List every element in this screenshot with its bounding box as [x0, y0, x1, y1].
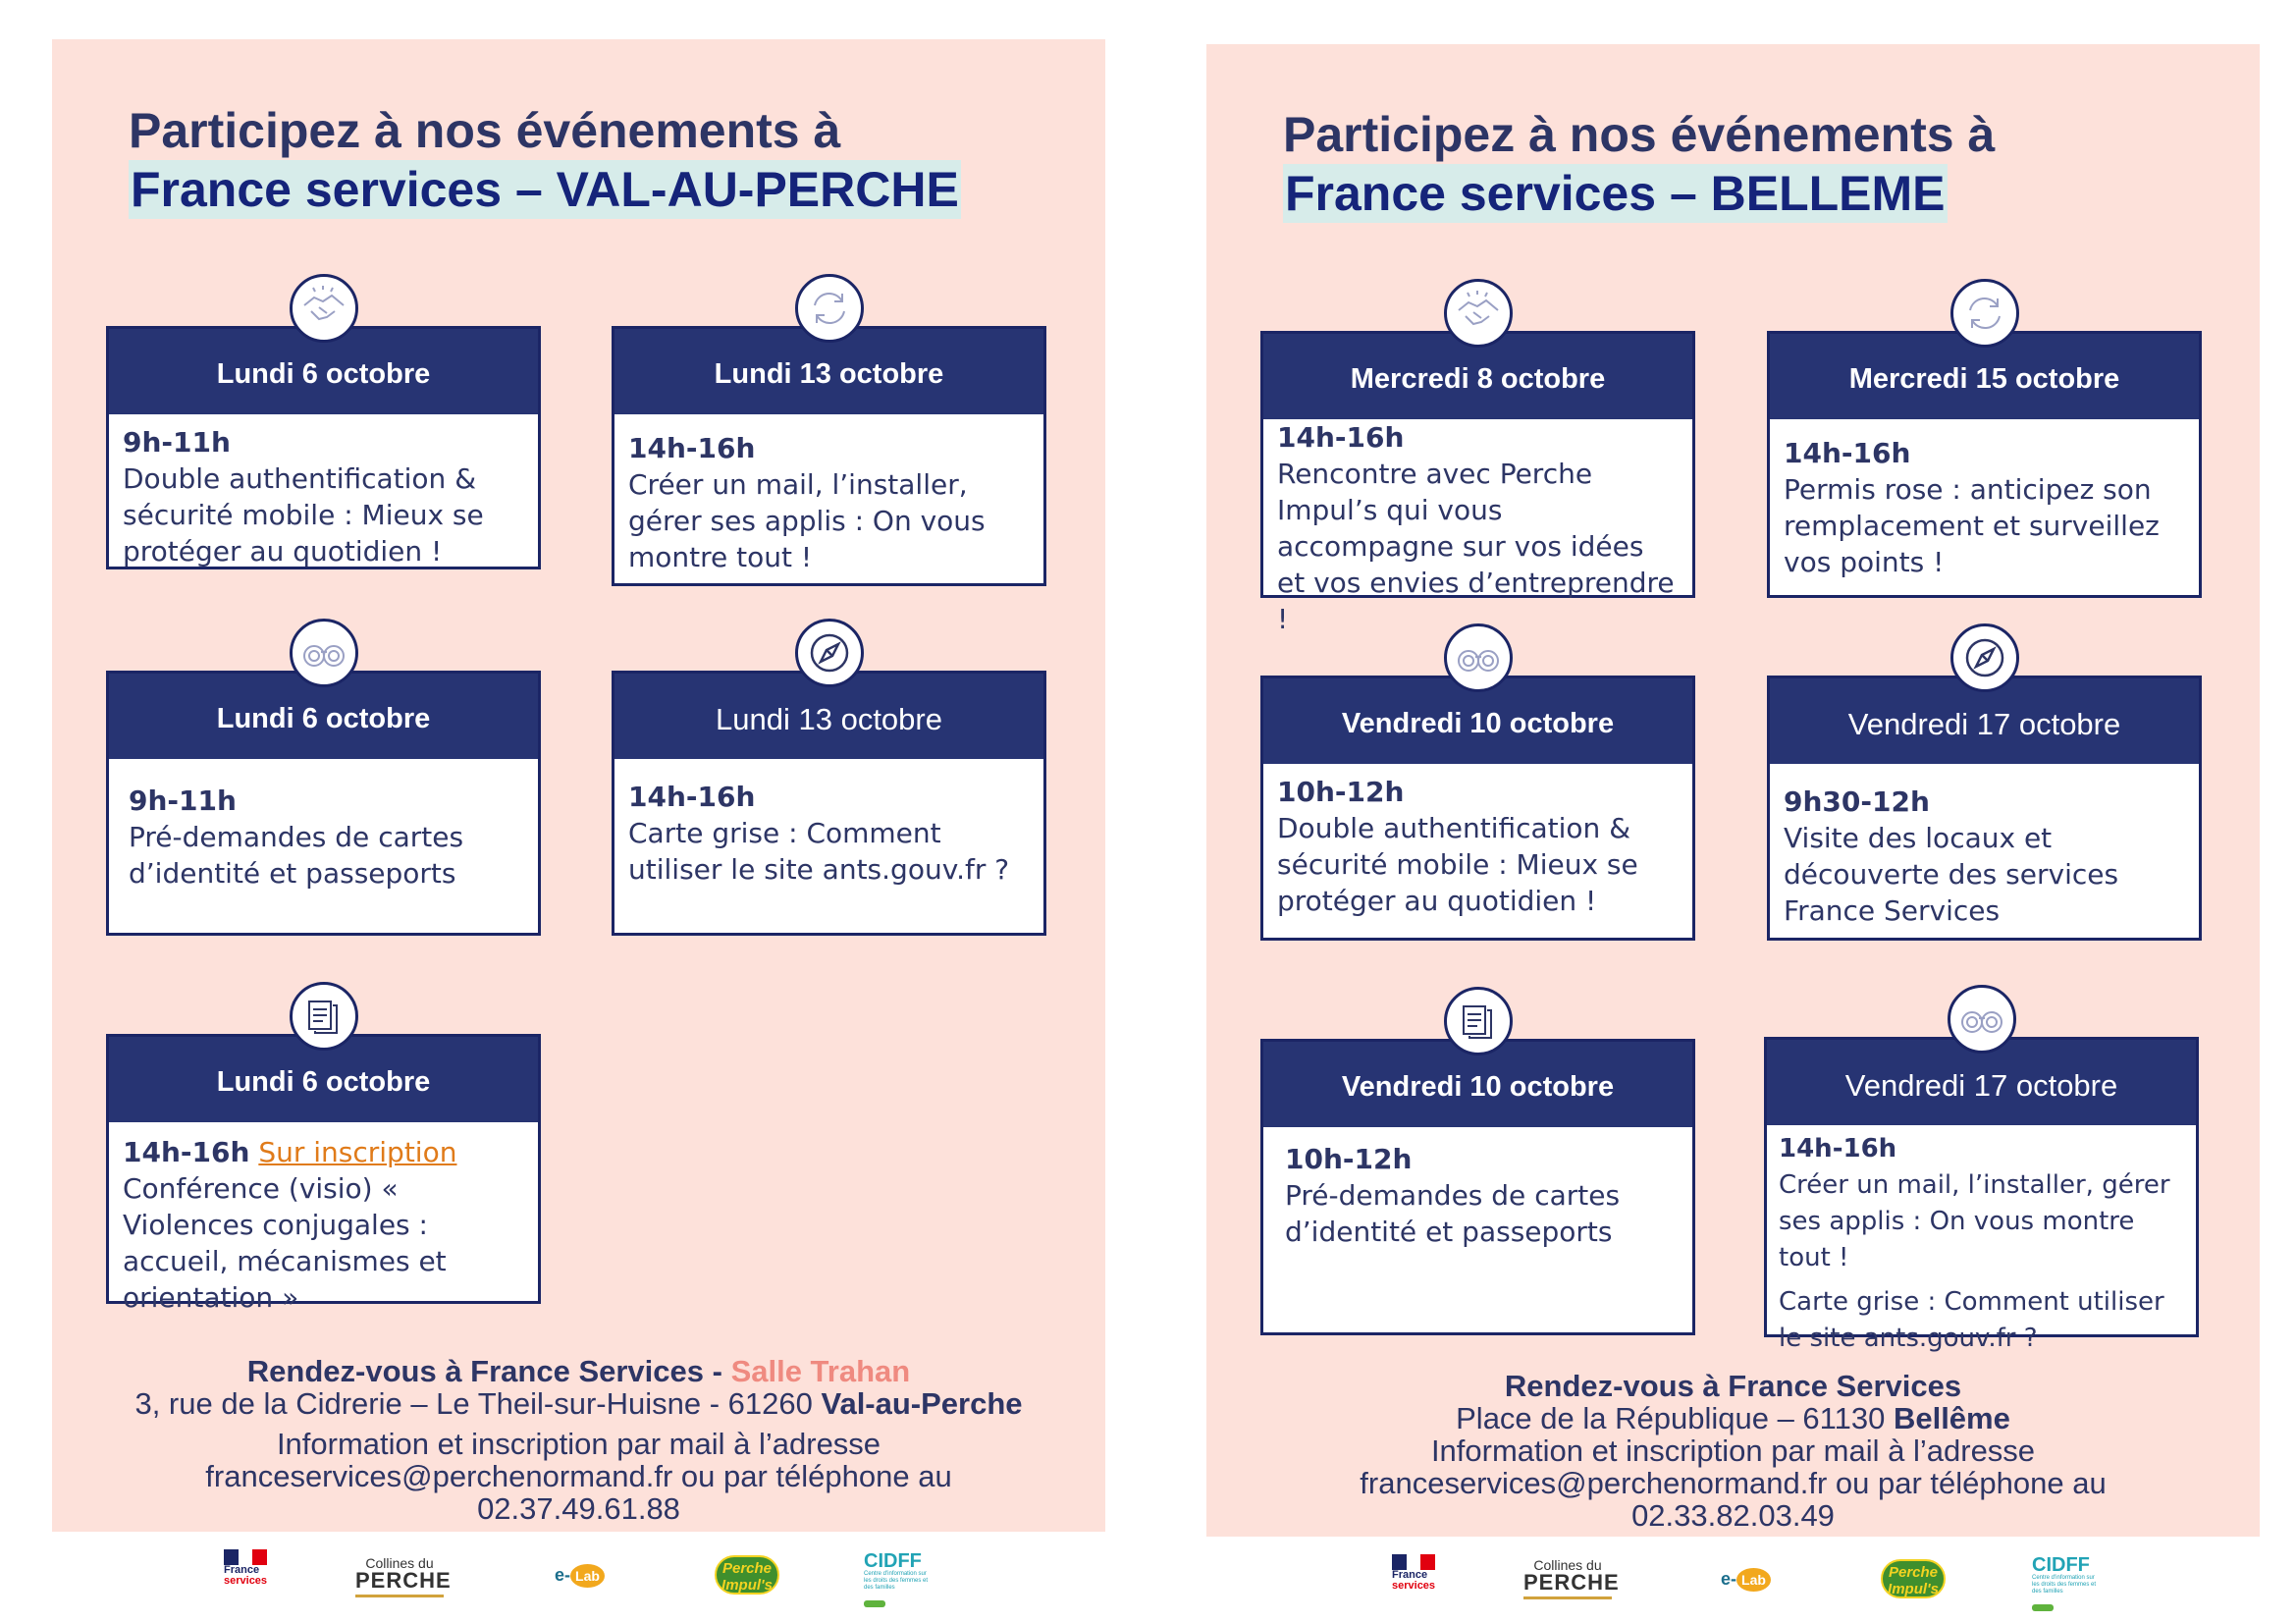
- e-lab-logo-prefix: e-: [555, 1565, 571, 1585]
- perche-impuls-logo-text-2: Impul's: [721, 1577, 773, 1594]
- event-description: Carte grise : Comment utiliser le site ants.gouv.fr ?: [628, 817, 1010, 886]
- event-card: [1764, 1037, 2199, 1353]
- binoculars-icon: [1948, 985, 2016, 1054]
- cidff-logo: [2032, 1555, 2097, 1615]
- event-time: 10h-12h: [1277, 776, 1405, 808]
- event-time: 9h30-12h: [1784, 785, 1930, 818]
- event-card: [612, 671, 1046, 936]
- event-card: [1767, 331, 2202, 598]
- collines-logo-text-1: Collines du: [1533, 1557, 1602, 1573]
- event-date: Lundi 13 octobre: [614, 674, 1043, 759]
- footer-address: 3, rue de la Cidrerie – Le Theil-sur-Huisne - 61260: [134, 1386, 822, 1421]
- event-description: Créer un mail, l’installer, gérer ses applis : On vous montre tout !: [628, 468, 986, 573]
- event-description: Conférence (visio) « Violences conjugales : accueil, mécanismes et orientation »: [123, 1172, 447, 1314]
- event-description: Pré-demandes de cartes d’identité et passeports: [129, 821, 464, 890]
- event-description: Visite des locaux et découverte des services France Services: [1784, 822, 2119, 927]
- compass-icon: [795, 619, 864, 687]
- poster-val-au-perche: [52, 39, 1105, 1532]
- e-lab-logo: [555, 1564, 605, 1588]
- collines-du-perche-logo: [1523, 1557, 1620, 1599]
- event-description: Rencontre avec Perche Impul’s qui vous accompagne sur vos idées et vos envies d’entreprendre !: [1277, 458, 1675, 635]
- event-date: Lundi 13 octobre: [614, 329, 1043, 414]
- event-time: 9h-11h: [123, 426, 231, 459]
- france-services-logo-text-2: services: [1392, 1580, 1436, 1592]
- perche-impuls-logo-text-1: Perche: [1888, 1564, 1939, 1581]
- footer-rendezvous: Rendez-vous à France Services: [1504, 1369, 1962, 1403]
- footer-salle: Salle Trahan: [730, 1354, 911, 1388]
- event-card: [106, 1034, 541, 1314]
- title-line-1: Participez à nos événements à: [129, 103, 841, 158]
- collines-logo-text-1: Collines du: [365, 1555, 434, 1571]
- footer-email: franceservices@perchenormand.fr ou par téléphone au: [1360, 1466, 2107, 1500]
- documents-icon: [290, 982, 358, 1051]
- event-description: Double authentification & sécurité mobile : Mieux se protéger au quotidien !: [123, 462, 484, 568]
- title-line-1: Participez à nos événements à: [1283, 107, 1996, 162]
- france-services-logo-text-2: services: [224, 1575, 268, 1587]
- france-services-logo: [224, 1549, 273, 1587]
- footer-info: [1206, 1370, 2260, 1532]
- event-time: 9h-11h: [129, 784, 237, 817]
- footer-info-line: Information et inscription par mail à l’adresse: [1430, 1434, 2036, 1468]
- e-lab-logo-prefix: e-: [1721, 1569, 1737, 1589]
- event-description-2: Carte grise : Comment utiliser le site ants.gouv.fr ?: [1779, 1287, 2164, 1353]
- event-date: Lundi 6 octobre: [109, 329, 538, 414]
- footer-rendezvous: Rendez-vous à France Services -: [246, 1354, 731, 1388]
- poster-belleme: [1206, 44, 2260, 1537]
- event-card: [106, 326, 541, 569]
- footer-email: franceservices@perchenormand.fr ou par téléphone au: [205, 1459, 952, 1493]
- collines-logo-text-2: PERCHE: [1523, 1570, 1620, 1595]
- inscription-link[interactable]: Sur inscription: [258, 1136, 457, 1168]
- event-time: 14h-16h: [628, 781, 756, 813]
- e-lab-logo: [1721, 1568, 1771, 1592]
- event-date: Mercredi 8 octobre: [1263, 334, 1692, 419]
- event-time: 14h-16h: [1277, 421, 1405, 454]
- france-services-logo: [1392, 1554, 1441, 1592]
- collines-du-perche-logo: [355, 1555, 452, 1597]
- footer-info-line: Information et inscription par mail à l’adresse: [276, 1427, 881, 1461]
- e-lab-logo-text: Lab: [570, 1564, 605, 1588]
- footer-city: Val-au-Perche: [821, 1386, 1023, 1421]
- footer-city: Bellême: [1893, 1401, 2010, 1435]
- title-line-2: France services – BELLEME: [1285, 166, 1946, 221]
- cidff-logo-subtext: Centre d'information sur les droits des femmes et des familles: [864, 1571, 929, 1591]
- event-description: Double authentification & sécurité mobile : Mieux se protéger au quotidien !: [1277, 812, 1638, 917]
- documents-icon: [1444, 987, 1513, 1055]
- france-services-logo-text-1: France: [1392, 1569, 1428, 1581]
- title-line-2: France services – VAL-AU-PERCHE: [131, 162, 959, 217]
- event-card: [1767, 676, 2202, 941]
- event-card: [1260, 331, 1695, 635]
- event-date: Lundi 6 octobre: [109, 674, 538, 759]
- perche-impuls-logo: [1881, 1559, 1946, 1598]
- event-card: [1260, 676, 1695, 941]
- cidff-logo-text: CIDFF: [864, 1550, 922, 1572]
- event-time: 14h-16h: [123, 1136, 250, 1168]
- page-title: [129, 101, 961, 219]
- event-time: 10h-12h: [1285, 1143, 1413, 1175]
- footer-phone: 02.37.49.61.88: [477, 1491, 680, 1526]
- event-date: Vendredi 17 octobre: [1767, 1040, 2196, 1125]
- event-description: Permis rose : anticipez son remplacement et surveillez vos points !: [1784, 473, 2160, 578]
- binoculars-icon: [290, 619, 358, 687]
- perche-impuls-logo: [715, 1555, 779, 1595]
- event-date: Mercredi 15 octobre: [1770, 334, 2199, 419]
- cidff-logo-text: CIDFF: [2032, 1554, 2090, 1576]
- e-lab-logo-text: Lab: [1736, 1568, 1771, 1592]
- event-description: Pré-demandes de cartes d’identité et passeports: [1285, 1179, 1621, 1248]
- handshake-icon: [1444, 279, 1513, 348]
- footer-info: [52, 1355, 1105, 1525]
- cidff-logo-subtext: Centre d'information sur les droits des femmes et des familles: [2032, 1575, 2097, 1595]
- cidff-logo: [864, 1551, 929, 1611]
- france-services-logo-text-1: France: [224, 1564, 260, 1576]
- footer-phone: 02.33.82.03.49: [1631, 1498, 1835, 1533]
- event-time: 14h-16h: [1784, 437, 1911, 469]
- event-date: Vendredi 10 octobre: [1263, 1042, 1692, 1127]
- event-description: Créer un mail, l’installer, gérer ses applis : On vous montre tout !: [1779, 1170, 2170, 1272]
- event-card: [1260, 1039, 1695, 1335]
- event-date: Vendredi 10 octobre: [1263, 678, 1692, 764]
- perche-impuls-logo-text-2: Impul's: [1888, 1581, 1939, 1597]
- event-date: Lundi 6 octobre: [109, 1037, 538, 1122]
- refresh-icon: [795, 274, 864, 343]
- binoculars-icon: [1444, 623, 1513, 692]
- page-title: [1283, 105, 1995, 223]
- refresh-icon: [1950, 279, 2019, 348]
- footer-address: Place de la République – 61130: [1456, 1401, 1894, 1435]
- event-card: [612, 326, 1046, 586]
- event-card: [106, 671, 541, 936]
- event-time: 14h-16h: [1779, 1134, 1897, 1163]
- collines-logo-text-2: PERCHE: [355, 1568, 452, 1593]
- compass-icon: [1950, 623, 2019, 692]
- event-date: Vendredi 17 octobre: [1770, 678, 2199, 764]
- perche-impuls-logo-text-1: Perche: [721, 1560, 773, 1577]
- handshake-icon: [290, 274, 358, 343]
- event-time: 14h-16h: [628, 432, 756, 464]
